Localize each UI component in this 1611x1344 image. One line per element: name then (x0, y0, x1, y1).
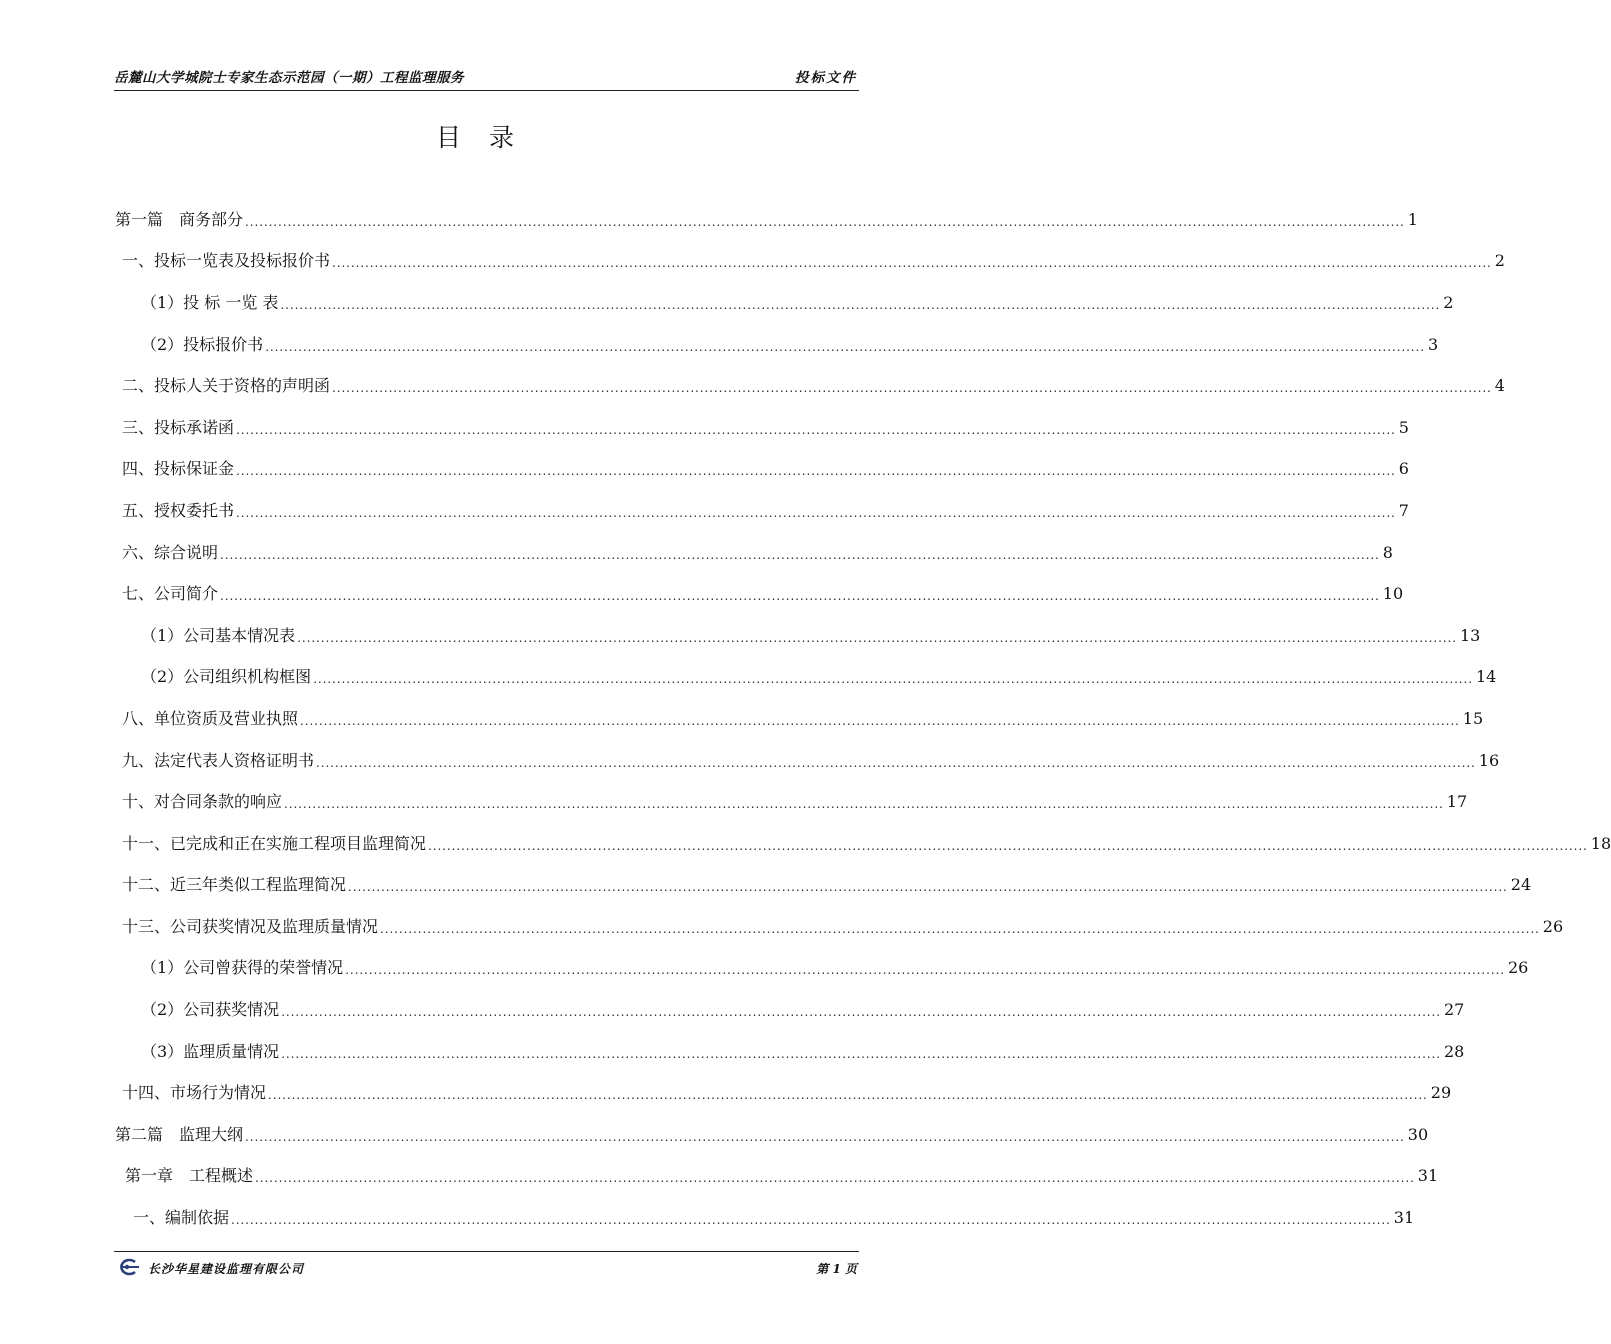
toc-entry-label: （2）公司组织机构框图 (141, 667, 312, 687)
toc-entry-page: 3 (1427, 334, 1439, 354)
toc-entry-label: （2）投标报价书 (141, 334, 264, 354)
toc-entry-page: 1 (1407, 209, 1418, 229)
toc-leader-dots (348, 875, 1508, 895)
toc-entry-page: 26 (1507, 958, 1529, 978)
toc-leader-dots (313, 667, 1473, 687)
toc-entry-label: 五、授权委托书 (122, 500, 235, 520)
toc-entry[interactable] (0, 615, 1481, 657)
toc-entry-page: 10 (1382, 584, 1404, 604)
toc-leader-dots (316, 751, 1476, 771)
footer-company-name: 长沙华星建设监理有限公司 (148, 1262, 305, 1276)
page-header (114, 64, 859, 91)
toc-leader-dots (220, 584, 1380, 604)
toc-entry-page: 31 (1393, 1208, 1415, 1228)
toc-leader-dots (231, 1208, 1391, 1228)
toc-leader-dots (236, 501, 1396, 521)
toc-leader-dots (265, 335, 1425, 355)
toc-entry-page: 27 (1443, 1000, 1465, 1020)
toc-entry-label: 三、投标承诺函 (122, 417, 235, 437)
toc-entry-label: 十三、公司获奖情况及监理质量情况 (122, 916, 379, 936)
toc-leader-dots (236, 459, 1396, 479)
toc-entry-label: 十、对合同条款的响应 (122, 792, 283, 812)
page-footer (114, 1251, 859, 1282)
toc-entry-page: 18 (1590, 833, 1611, 853)
toc-entry[interactable] (0, 324, 1439, 366)
header-document-type: 投标文件 (795, 70, 857, 86)
toc-entry-page: 29 (1430, 1083, 1452, 1103)
toc-entry-label: （1）公司基本情况表 (141, 625, 296, 645)
toc-entry-page: 13 (1459, 625, 1481, 645)
toc-leader-dots (281, 1000, 1441, 1020)
toc-entry-page: 2 (1443, 292, 1454, 312)
toc-leader-dots (428, 834, 1588, 854)
toc-entry[interactable] (0, 740, 1500, 782)
toc-entry[interactable] (0, 948, 1529, 990)
toc-leader-dots (332, 376, 1492, 396)
toc-entry-page: 8 (1382, 542, 1393, 562)
toc-entry[interactable] (0, 989, 1465, 1031)
toc-leader-dots (220, 543, 1380, 563)
toc-leader-dots (255, 1166, 1415, 1186)
toc-entry[interactable] (0, 365, 1505, 407)
toc-entry[interactable] (0, 449, 1409, 491)
table-of-contents (0, 199, 1611, 1239)
toc-entry-page: 14 (1475, 667, 1497, 687)
toc-entry[interactable] (0, 1031, 1465, 1073)
toc-entry-page: 5 (1398, 417, 1409, 437)
toc-entry-label: 二、投标人关于资格的声明函 (122, 376, 331, 396)
toc-entry-label: （1）公司曾获得的荣誉情况 (141, 958, 344, 978)
toc-title: 目录 (435, 123, 542, 152)
toc-entry-page: 7 (1398, 500, 1409, 520)
toc-entry[interactable] (0, 241, 1505, 283)
toc-entry-label: 六、综合说明 (122, 542, 219, 562)
toc-entry-label: 第一章 工程概述 (125, 1166, 254, 1186)
toc-entry[interactable] (0, 199, 1418, 241)
toc-entry-label: 第二篇 监理大纲 (115, 1124, 244, 1144)
toc-leader-dots (281, 1042, 1441, 1062)
header-project-title: 岳麓山大学城院士专家生态示范园（一期）工程监理服务 (114, 70, 464, 86)
toc-entry-label: 十四、市场行为情况 (122, 1083, 267, 1103)
toc-entry[interactable] (0, 823, 1611, 865)
toc-entry-page: 24 (1510, 875, 1532, 895)
toc-leader-dots (380, 917, 1540, 937)
toc-entry[interactable] (0, 865, 1532, 907)
toc-entry[interactable] (0, 490, 1409, 532)
toc-entry-label: 七、公司简介 (122, 584, 219, 604)
toc-entry-page: 15 (1462, 708, 1484, 728)
toc-entry-page: 16 (1478, 750, 1500, 770)
toc-leader-dots (268, 1083, 1428, 1103)
toc-entry-page: 4 (1494, 376, 1505, 396)
toc-entry[interactable] (0, 1156, 1439, 1198)
toc-entry[interactable] (0, 282, 1454, 324)
toc-entry-page: 17 (1446, 792, 1468, 812)
footer-page-number: 第 1 页 (816, 1262, 857, 1276)
toc-entry-label: 一、编制依据 (133, 1208, 230, 1228)
toc-entry-label: 一、投标一览表及投标报价书 (122, 251, 331, 271)
toc-entry[interactable] (0, 1114, 1429, 1156)
toc-entry[interactable] (0, 573, 1404, 615)
toc-leader-dots (345, 958, 1505, 978)
toc-entry-label: 八、单位资质及营业执照 (122, 708, 299, 728)
toc-entry[interactable] (0, 532, 1393, 574)
toc-entry-page: 31 (1417, 1166, 1439, 1186)
toc-entry-label: （2）公司获奖情况 (141, 1000, 280, 1020)
toc-leader-dots (297, 626, 1457, 646)
toc-entry[interactable] (0, 698, 1484, 740)
toc-leader-dots (300, 709, 1460, 729)
toc-entry[interactable] (0, 1197, 1415, 1239)
toc-entry-label: （1）投 标 一览 表 (141, 292, 279, 312)
toc-leader-dots (280, 293, 1440, 313)
toc-leader-dots (284, 792, 1444, 812)
toc-entry-page: 6 (1398, 459, 1409, 479)
toc-entry[interactable] (0, 906, 1564, 948)
toc-entry-label: （3）监理质量情况 (141, 1041, 280, 1061)
toc-entry-label: 十二、近三年类似工程监理简况 (122, 875, 347, 895)
toc-leader-dots (245, 210, 1405, 230)
company-logo-icon (114, 1258, 140, 1276)
toc-entry[interactable] (0, 657, 1497, 699)
toc-entry-page: 28 (1443, 1041, 1465, 1061)
toc-entry-label: 九、法定代表人资格证明书 (122, 750, 315, 770)
toc-leader-dots (245, 1125, 1405, 1145)
toc-entry-label: 四、投标保证金 (122, 459, 235, 479)
toc-entry-page: 30 (1407, 1124, 1429, 1144)
toc-leader-dots (236, 418, 1396, 438)
toc-entry-page: 26 (1542, 916, 1564, 936)
toc-entry[interactable] (0, 781, 1468, 823)
toc-entry[interactable] (0, 1072, 1452, 1114)
toc-entry[interactable] (0, 407, 1409, 449)
toc-entry-label: 十一、已完成和正在实施工程项目监理简况 (122, 833, 427, 853)
toc-entry-page: 2 (1494, 251, 1505, 271)
toc-entry-label: 第一篇 商务部分 (115, 209, 244, 229)
toc-leader-dots (332, 251, 1492, 271)
